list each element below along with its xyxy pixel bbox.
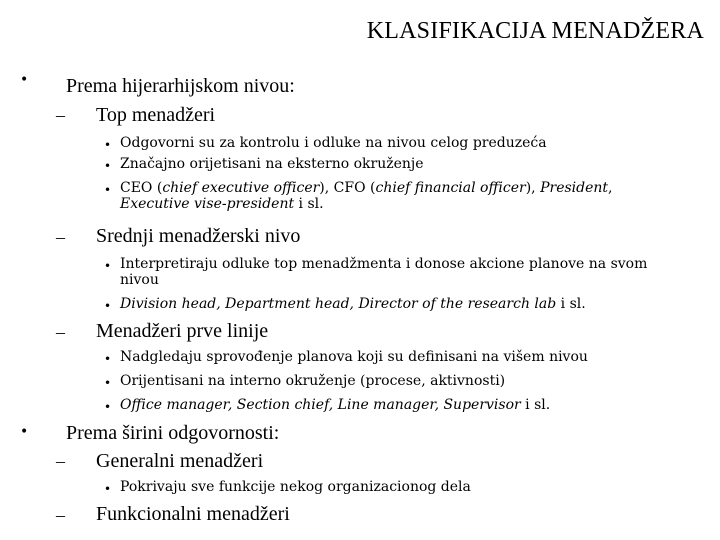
dash-icon: – — [56, 105, 65, 125]
section-heading-hierarchy: Prema hijerarhijskom nivou: — [66, 75, 295, 97]
group-title-middle: Srednji menadžerski nivo — [96, 225, 301, 247]
bullet-icon: • — [104, 400, 112, 414]
dash-icon: – — [56, 227, 65, 247]
dash-icon: – — [56, 451, 65, 471]
dash-icon: – — [56, 505, 65, 525]
bullet-icon: • — [104, 159, 112, 173]
group-title-first-line: Menadžeri prve linije — [96, 320, 269, 342]
list-item: Pokrivaju sve funkcije nekog organizacionog dela — [120, 479, 471, 495]
group-title-functional: Funkcionalni menadžeri — [96, 503, 290, 525]
dash-icon: – — [56, 322, 65, 342]
group-title-top: Top menadžeri — [96, 104, 216, 126]
bullet-icon: • — [104, 299, 112, 313]
bullet-icon: • — [104, 183, 112, 197]
page-title: KLASIFIKACIJA MENADŽERA — [366, 18, 704, 44]
bullet-icon: • — [104, 376, 112, 390]
list-item: CEO (chief executive officer), CFO (chief financial officer), President, Executive vise-president i sl. — [120, 180, 613, 212]
group-title-general: Generalni menadžeri — [96, 450, 264, 472]
list-item: Orijentisani na interno okruženje (procese, aktivnosti) — [120, 373, 506, 389]
bullet-icon: • — [104, 482, 112, 496]
list-item: Division head, Department head, Director of the research lab i sl. — [120, 296, 586, 312]
list-item: Office manager, Section chief, Line manager, Supervisor i sl. — [120, 397, 551, 413]
section-heading-responsibility: Prema širini odgovornosti: — [66, 422, 280, 444]
list-item: Interpretiraju odluke top menadžmenta i donose akcione planove na svom nivou — [120, 256, 648, 288]
bullet-icon: • — [104, 352, 112, 366]
bullet-icon: • — [104, 138, 112, 152]
bullet-icon: • — [20, 72, 29, 88]
list-item: Nadgledaju sprovođenje planova koji su definisani na višem nivou — [120, 349, 588, 365]
bullet-icon: • — [104, 259, 112, 273]
bullet-icon: • — [20, 424, 29, 440]
list-item: Odgovorni su za kontrolu i odluke na nivou celog preduzeća — [120, 135, 547, 151]
list-item: Značajno orijetisani na eksterno okruženje — [120, 156, 424, 172]
